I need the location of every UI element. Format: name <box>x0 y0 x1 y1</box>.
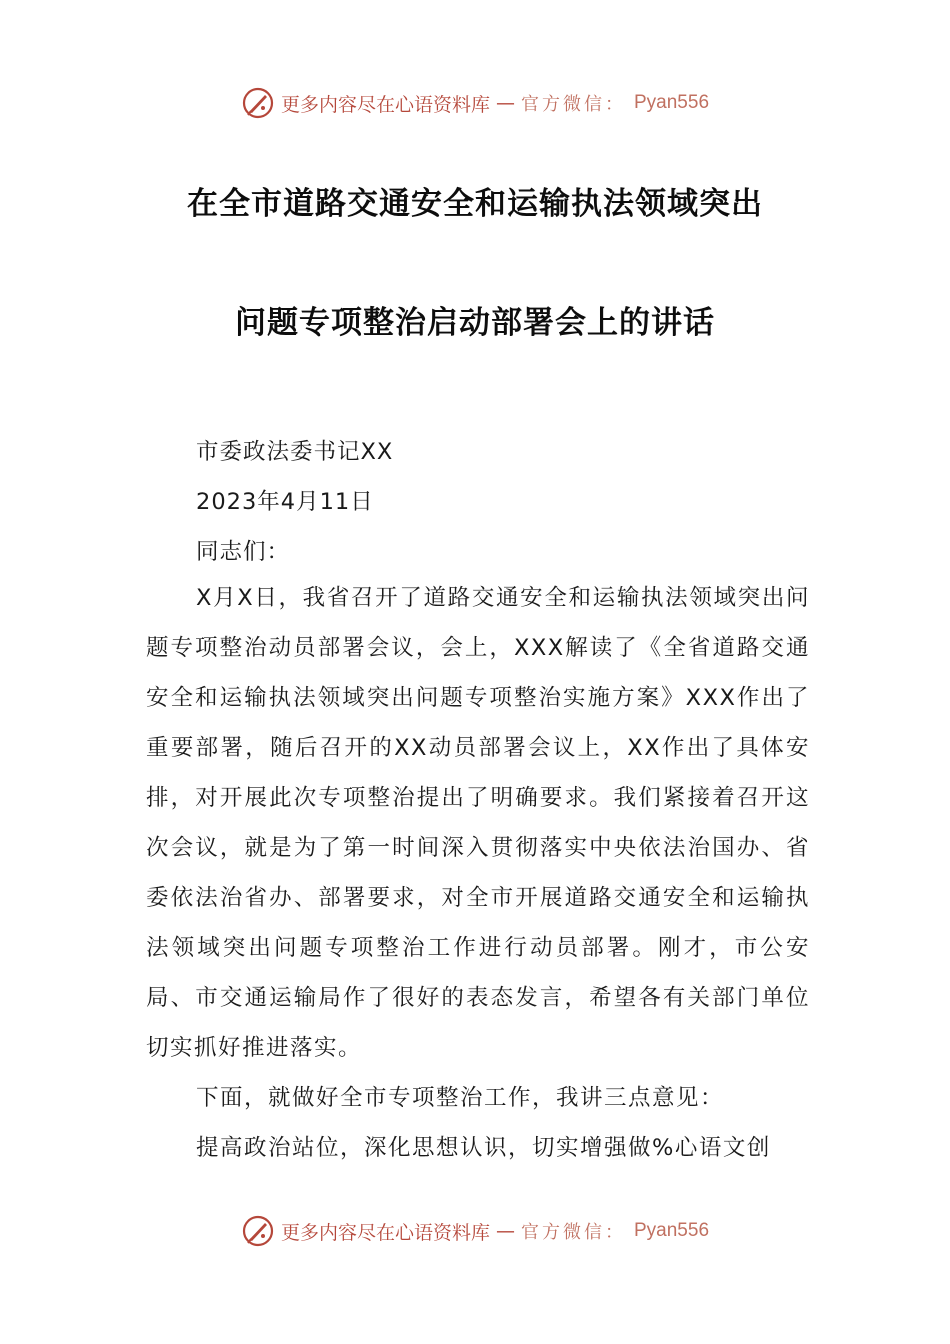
salutation: 同志们： <box>196 539 291 565</box>
watermark-dash: — <box>496 92 515 114</box>
author-line: 市委政法委书记XX <box>196 439 394 465</box>
watermark-wechat-id: Pyan556 <box>634 1220 710 1241</box>
body-paragraph-1: X月X日，我省召开了道路交通安全和运输执法领域突出问题专项整治动员部署会议，会上，XXX解读了《全省道路交通安全和运输执法领域突出问题专项整治实施方案》XXX作出了重要部署，随后召开的XX动员部署会议上，XX作出了具体安排，对开展此次专项整治提出了明确要求。我们紧接着召开这次会议，就是为了第一时间深入贯彻落实中央依法治国办、省委依法治省办、部署要求，对全市开展道路交通安全和运输执法领域突出问题专项整治工作进行动员部署。刚才，市公安局、市交通运输局作了很好的表态发言，希望各有关部门单位切实抓好推进落实。 <box>146 585 810 1061</box>
body-paragraph-3: 提高政治站位，深化思想认识，切实增强做%心语文创 <box>196 1135 771 1161</box>
watermark-brand: 更多内容尽在心语资料库 <box>280 93 490 116</box>
document-title-line2: 问题专项整治启动部署会上的讲话 <box>235 305 715 341</box>
date-line: 2023年4月11日 <box>196 489 374 515</box>
watermark-wechat-id: Pyan556 <box>634 92 710 113</box>
document-title-line1: 在全市道路交通安全和运输执法领域突出 <box>187 186 763 222</box>
body-paragraph-2: 下面，就做好全市专项整治工作，我讲三点意见： <box>196 1085 725 1111</box>
footer-watermark <box>0 1211 950 1251</box>
watermark-label: 官方微信： <box>521 1222 626 1243</box>
watermark-dash: — <box>496 1220 515 1242</box>
quill-seal-icon <box>241 86 275 120</box>
header-watermark <box>0 83 950 123</box>
quill-seal-icon <box>241 1214 275 1248</box>
watermark-label: 官方微信： <box>521 94 626 115</box>
watermark-brand: 更多内容尽在心语资料库 <box>280 1221 490 1244</box>
